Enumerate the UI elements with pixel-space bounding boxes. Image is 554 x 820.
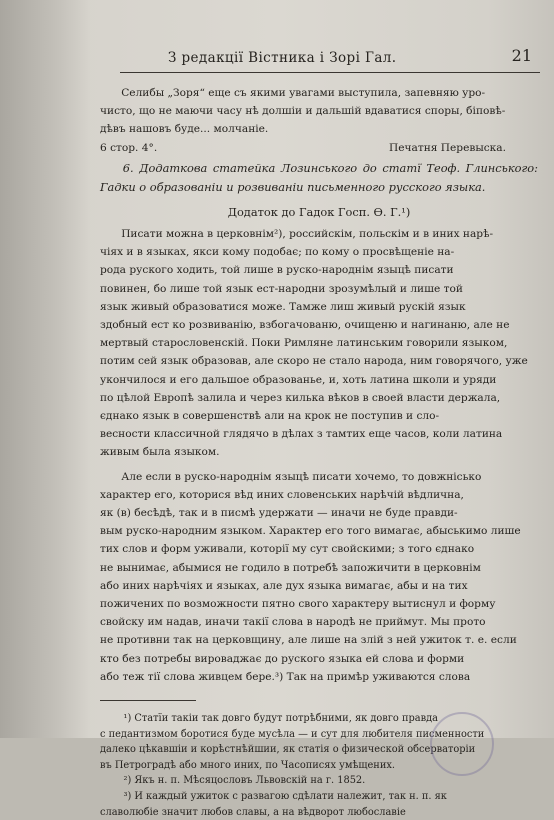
binding-shadow <box>0 0 90 738</box>
page-body <box>100 84 538 820</box>
running-title: З редакції Вістника і Зорі Гал. <box>168 50 397 66</box>
section-heading: 6. Додаткова статейка Лозинського до статї Теоф. Глинського: Гадки о образованіи и розвиваніи письменного русского языка. <box>100 160 538 194</box>
footnote-line: славолюбіе значит любов славы, а на вѣдворот любославіе <box>100 806 406 818</box>
text-line: не вынимає, абымися не годило в потребѣ запожичити в церковнім <box>100 561 481 574</box>
text-line: чисто, що не маючи часу нѣ долшіи и дальшій вдаватися споры, біповѣ- <box>100 105 506 118</box>
text-line: характер его, которися вѣд иних словенських нарѣчій вѣдлична, <box>100 488 464 501</box>
text-line: живым была языком. <box>100 446 220 459</box>
text-line: Селибы „Зоря“ еще съ якими увагами выступила, запевняю уро- <box>121 87 486 99</box>
signature-line <box>100 139 538 157</box>
text-line: як (в) бесѣдѣ, так и в писмѣ удержати — иначи не буде правди- <box>100 507 458 520</box>
footnote-line: въ Петроградѣ або много иних, по Часописях умѣщених. <box>100 759 395 771</box>
text-line: кто без потребы вироваджає до рускогo языка ей слова и форми <box>100 652 465 665</box>
footnote-line: ³) И каждый ужиток с развагою сдѣлати належит, так н. п. як <box>123 791 447 803</box>
text-line: свойску им надав, иначи такії слова в народѣ не приймут. Мы прото <box>100 616 486 629</box>
text-line: здобный ест ко розвиванію, взбогачованю, очищеню и нагинаню, але не <box>100 319 510 332</box>
text-line: пожичених по возможности пятно свого характеру вытиснул и форму <box>100 598 496 611</box>
text-line: повинен, бо лише той язык ест-народни зрозумѣлый и лише той <box>100 282 463 295</box>
signature-right: Печатня Перевыска. <box>389 141 506 154</box>
footnote-line: с педантизмом боротися буде мусѣла — и сут для любителя писменности <box>100 728 485 740</box>
subheading: Додаток до Гадок Госп. Ѳ. Г.¹) <box>227 204 411 219</box>
paragraph-2 <box>100 468 538 686</box>
text-line: рода рускогo ходить, той лише в руско-народнім языцѣ писати <box>100 264 454 277</box>
library-stamp <box>430 712 494 776</box>
text-line: або иних нарѣчіях и языках, але дух языка вимагає, абы и на тих <box>100 579 468 592</box>
text-line: або теж тії слова живцем берe.³) Так на примѣр уживаются слова <box>100 670 471 683</box>
text-line: по цѣлой Европѣ залила и через килька вѣков в своей власти держала, <box>100 391 501 404</box>
text-line: мертвый старословенскій. Поки Римляне латинським говорили языком, <box>100 337 508 350</box>
text-line: язык живый образоватися може. Тамже лиш живый рускій язык <box>100 300 466 313</box>
text-line: Писати можна в церковнім²), российскім, польскім и в иних нарѣ- <box>121 228 494 241</box>
footnote-line: ¹) Статїи такіи так довго будут потрѣбними, як довго правда <box>123 713 438 725</box>
text-line: дѣвъ нашовъ буде... молчаніе. <box>100 123 269 136</box>
text-line: Але если в руско-народнім языцѣ писати хочемо, то довжнісько <box>121 470 482 483</box>
text-line: чіях и в языках, якси кому подобає; по кому о просвѣщеніе на- <box>100 246 455 259</box>
footnote-line: далеко цѣкавшіи и корѣстнѣйшии, як статія о физической обсерваторіи <box>100 744 476 756</box>
text-line: тих слов и форм уживали, которії му сут свойскими; з того єднако <box>100 543 475 556</box>
running-header <box>120 42 540 73</box>
text-line: єднако язык в совершенствѣ али на крок не поступив и сло- <box>100 410 440 423</box>
intro-paragraph <box>100 84 538 139</box>
paragraph-1 <box>100 225 538 462</box>
page-number: 21 <box>511 46 532 65</box>
footnote-rule <box>100 700 196 701</box>
footnote-line: ²) Якъ н. п. Мѣсяцословъ Львовскій на г. 1852. <box>123 775 366 787</box>
signature-left: 6 стор. 4°. <box>100 141 158 154</box>
text-line: потим сей язык образовав, але скоро не стало народа, ним говорячого, уже <box>100 355 528 368</box>
text-line: не противни так на церковщину, але лише на злій з ней ужиток т. е. если <box>100 634 517 647</box>
text-line: весности классичной глядячо в дѣлах з тамтих еще часов, коли латина <box>100 428 503 441</box>
text-line: вым руско-народним языком. Характер его того вимагає, абыськимо лише <box>100 525 521 538</box>
text-line: укончилося и его дальшое образованье, и, хоть латина школи и уряди <box>100 373 497 386</box>
